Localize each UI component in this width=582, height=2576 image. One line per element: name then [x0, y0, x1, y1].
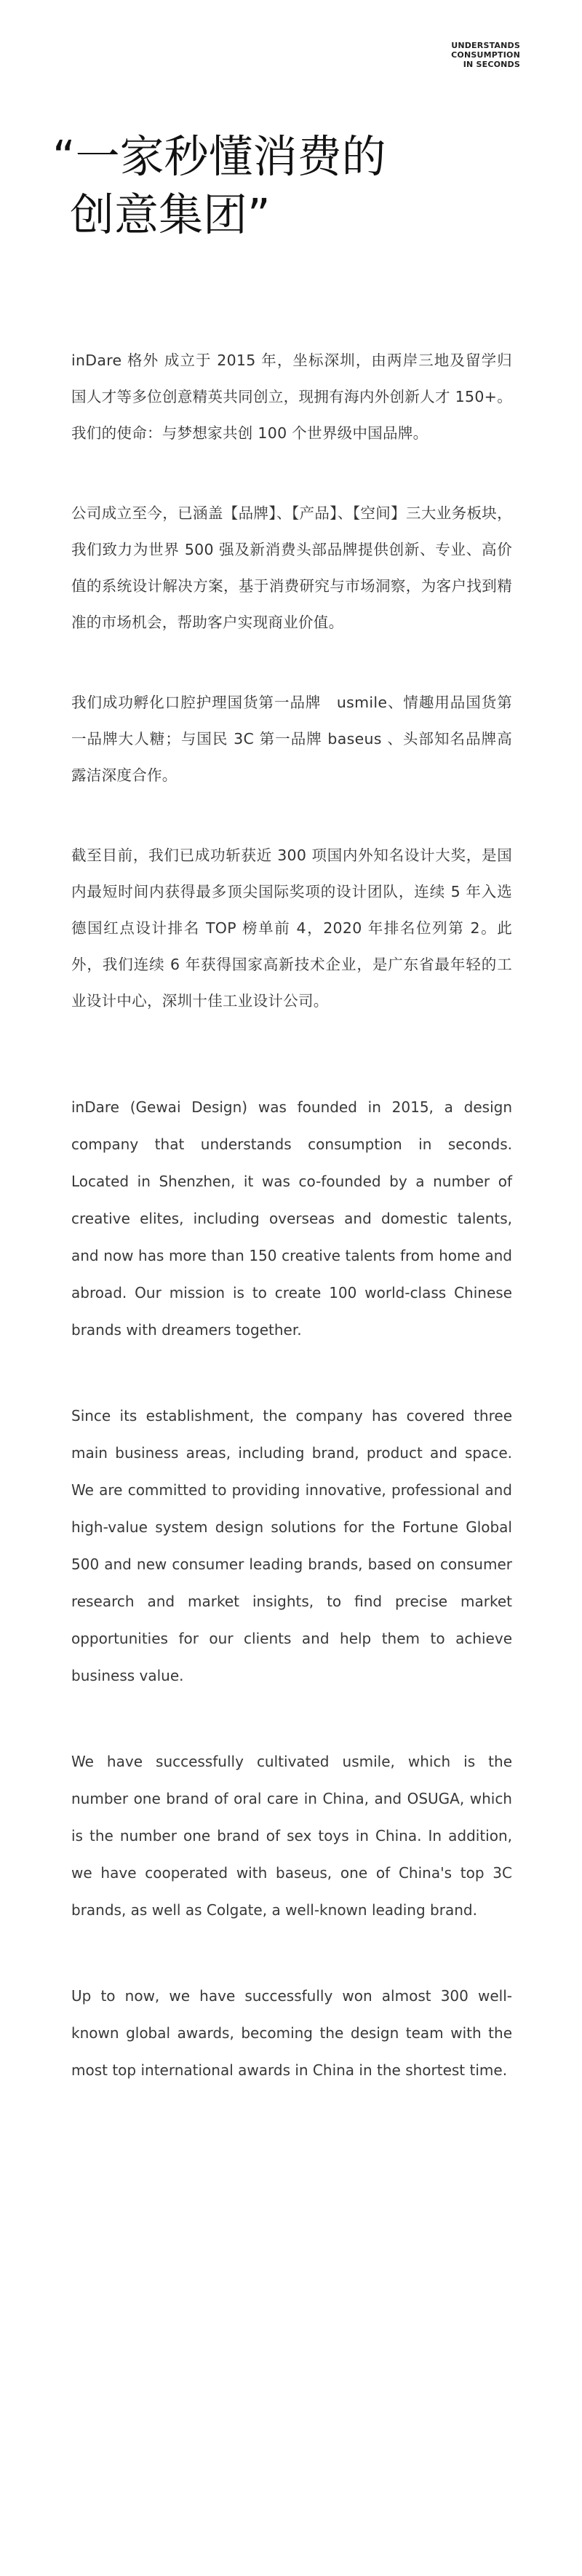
tagline-line-2: CONSUMPTION: [451, 50, 520, 60]
page-title-line-1: “一家秒懂消费的: [52, 131, 386, 183]
intro-paragraph-en-3: We have successfully cultivated usmile, which is the number one brand of oral care in China, and OSUGA, which is the number one brand of sex toys in China. In addition, we have cooperated with baseus, one of China's top 3C brands, as well as Colgate, a well-known leading brand.: [71, 1753, 512, 1919]
intro-paragraph-cn-4: 截至目前，我们已成功斩获近 300 项国内外知名设计大奖，是国内最短时间内获得最多顶尖国际奖项的设计团队，连续 5 年入选德国红点设计排名 TOP 榜单前 4，2020 年排名位列第 2。此外，我们连续 6 年获得国家高新技术企业，是广东省最年轻的工业设计中心，深圳十佳工业设计公司。: [71, 847, 512, 1010]
tagline-line-3: IN SECONDS: [463, 60, 520, 69]
page-title-line-2: 创意集团”: [70, 189, 271, 241]
tagline-line-1: UNDERSTANDS: [451, 41, 520, 50]
intro-paragraph-en-2: Since its establishment, the company has covered three main business areas, including brand, product and space. We are committed to providing innovative, professional and high-value system design solutions for the Fortune Global 500 and new consumer leading brands, based on consumer research and market insights, to find precise market opportunities for our clients and help them to achieve business value.: [71, 1407, 512, 1684]
intro-paragraph-cn-2: 公司成立至今，已涵盖【品牌】、【产品】、【空间】三大业务板块，我们致力为世界 500 强及新消费头部品牌提供创新、专业、高价值的系统设计解决方案，基于消费研究与市场洞察，为客户找到精准的市场机会，帮助客户实现商业价值。: [71, 504, 512, 631]
company-introduction: [71, 342, 512, 2089]
intro-paragraph-cn-3: 我们成功孵化口腔护理国货第一品牌 usmile、情趣用品国货第一品牌大人糖；与国民 3C 第一品牌 baseus 、头部知名品牌高露洁深度合作。: [71, 694, 512, 784]
intro-paragraph-en-1: inDare (Gewai Design) was founded in 2015, a design company that understands consumption in seconds. Located in Shenzhen, it was co-founded by a number of creative elites, including overseas and domestic talents, and now has more than 150 creative talents from home and abroad. Our mission is to create 100 world-class Chinese brands with dreamers together.: [71, 1098, 512, 1339]
page-title: [52, 128, 518, 245]
tagline: [418, 41, 520, 69]
intro-paragraph-cn-1: inDare 格外 成立于 2015 年，坐标深圳，由两岸三地及留学归国人才等多位创意精英共同创立，现拥有海内外创新人才 150+。我们的使命：与梦想家共创 100 个世界级中国品牌。: [71, 352, 512, 442]
intro-paragraph-en-4: Up to now, we have successfully won almost 300 well-known global awards, becoming the design team with the most top international awards in China in the shortest time.: [71, 1987, 512, 2079]
